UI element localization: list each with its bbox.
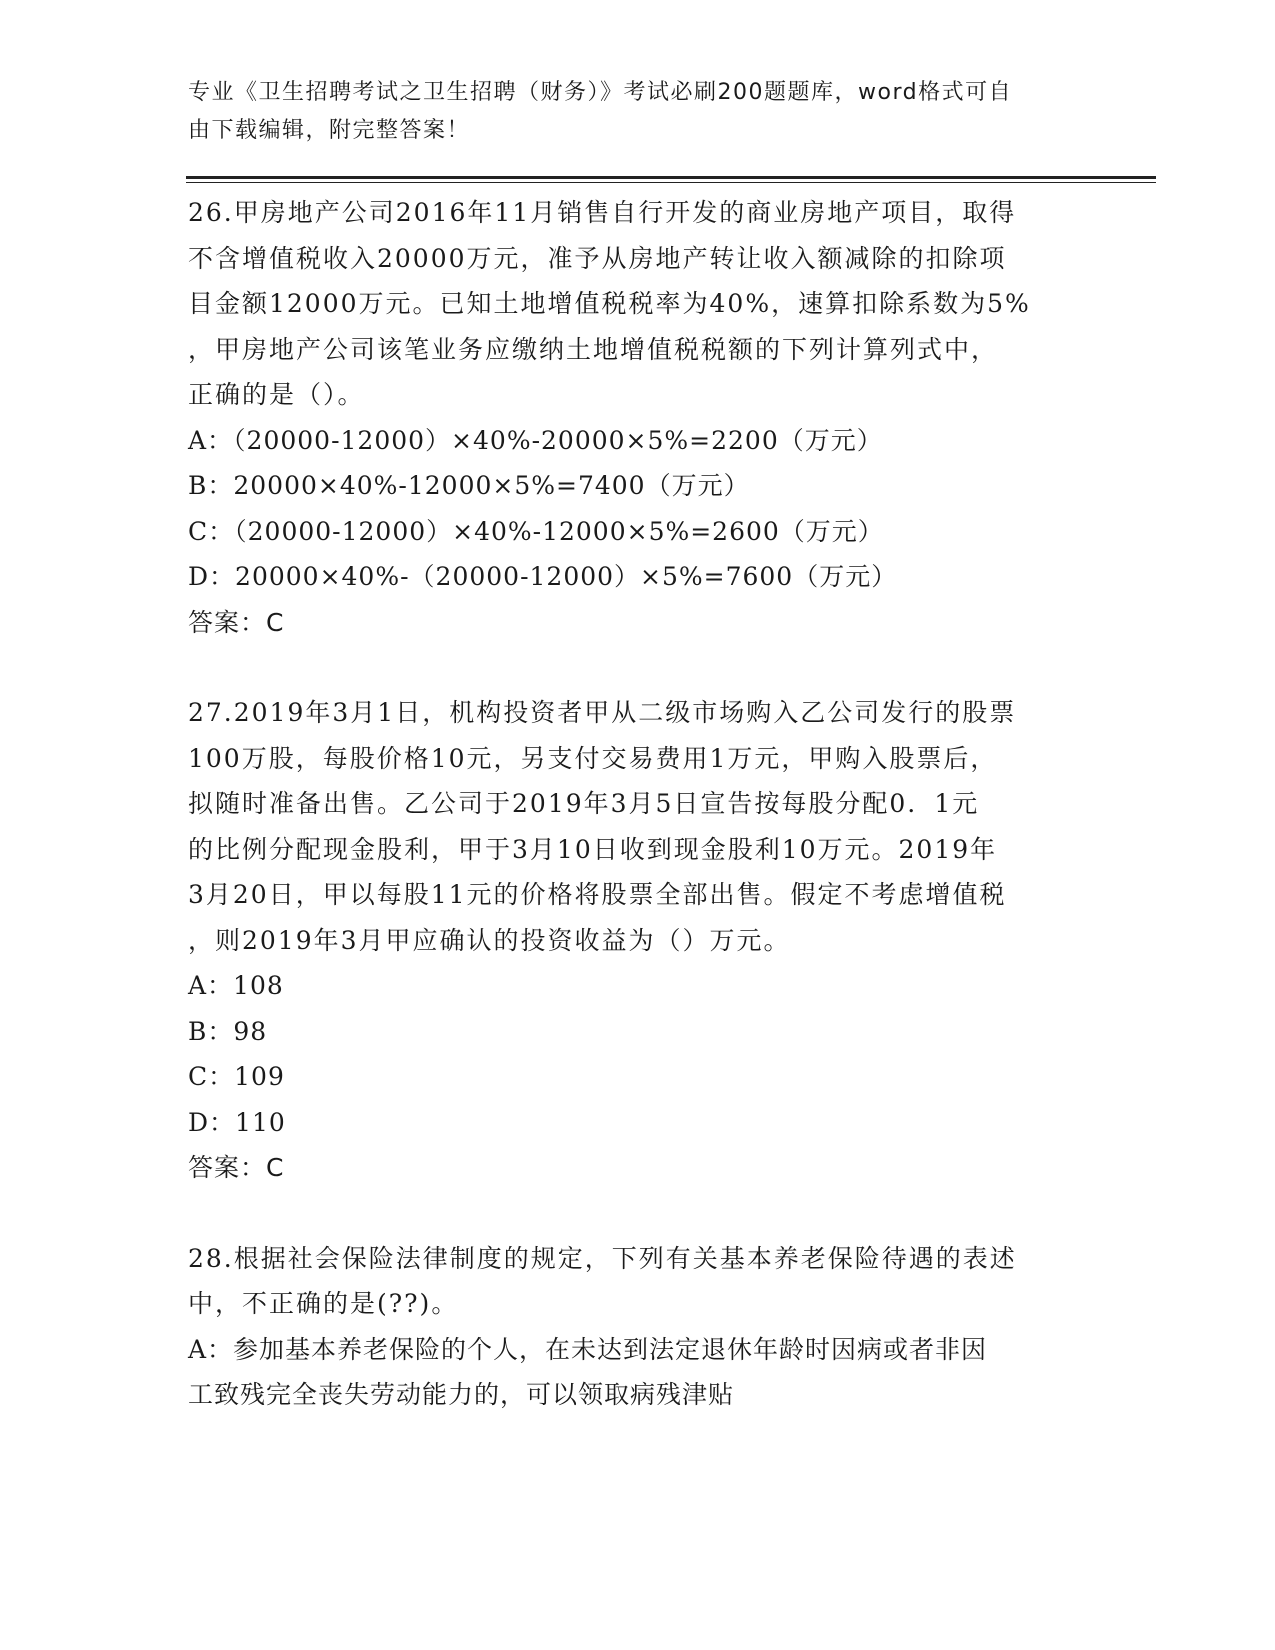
- header-line: 专业《卫生招聘考试之卫生招聘（财务）》考试必刷200题题库，word格式可自: [188, 80, 1013, 105]
- question-text-line: 3月20日，甲以每股11元的价格将股票全部出售。假定不考虑增值税: [188, 880, 1007, 909]
- option-a-continued: 工致残完全丧失劳动能力的，可以领取病残津贴: [188, 1380, 735, 1409]
- question-27: [188, 690, 1088, 1191]
- question-list: [188, 190, 1088, 1463]
- question-text-line: 28.根据社会保险法律制度的规定，下列有关基本养老保险待遇的表述: [188, 1243, 1017, 1273]
- option-a: A：（20000-12000）×40%-20000×5%=2200（万元）: [188, 425, 883, 455]
- question-text-line: ，则2019年3月甲应确认的投资收益为（）万元。: [188, 925, 791, 955]
- header-divider-thick: [186, 176, 1156, 179]
- answer-line: 答案：C: [188, 1153, 285, 1182]
- answer-line: 答案：C: [188, 607, 285, 637]
- question-28: [188, 1236, 1088, 1418]
- question-text-line: 100万股，每股价格10元，另支付交易费用1万元，甲购入股票后，: [188, 743, 998, 773]
- question-text-line: 26.甲房地产公司2016年11月销售自行开发的商业房地产项目，取得: [188, 198, 1017, 227]
- question-text-line: ，甲房地产公司该笔业务应缴纳土地增值税税额的下列计算列式中，: [188, 334, 999, 364]
- question-text-line: 不含增值税收入20000万元，准予从房地产转让收入额减除的扣除项: [188, 243, 1007, 273]
- option-d: D：20000×40%-（20000-12000）×5%=7600（万元）: [188, 562, 898, 591]
- header-divider-thin: [186, 182, 1156, 183]
- question-26: [188, 190, 1088, 645]
- page-header: [188, 74, 1068, 150]
- option-d: D：110: [188, 1107, 286, 1137]
- option-c: C：（20000-12000）×40%-12000×5%=2600（万元）: [188, 516, 884, 546]
- question-text-line: 27.2019年3月1日，机构投资者甲从二级市场购入乙公司发行的股票: [188, 698, 1017, 727]
- option-b: B：98: [188, 1016, 268, 1046]
- option-a: A：108: [188, 971, 284, 1000]
- option-a: A：参加基本养老保险的个人，在未达到法定退休年龄时因病或者非因: [188, 1334, 988, 1364]
- question-text-line: 拟随时准备出售。乙公司于2019年3月5日宣告按每股分配0．1元: [188, 789, 980, 818]
- question-text-line: 的比例分配现金股利，甲于3月10日收到现金股利10万元。2019年: [188, 834, 998, 864]
- question-text-line: 正确的是（）。: [188, 380, 365, 409]
- option-b: B：20000×40%-12000×5%=7400（万元）: [188, 471, 750, 500]
- question-text-line: 目金额12000万元。已知土地增值税税率为40%，速算扣除系数为5%: [188, 289, 1031, 318]
- question-text-line: 中，不正确的是(??)。: [188, 1289, 459, 1318]
- header-line: 由下载编辑，附完整答案！: [188, 118, 471, 143]
- option-c: C：109: [188, 1062, 285, 1091]
